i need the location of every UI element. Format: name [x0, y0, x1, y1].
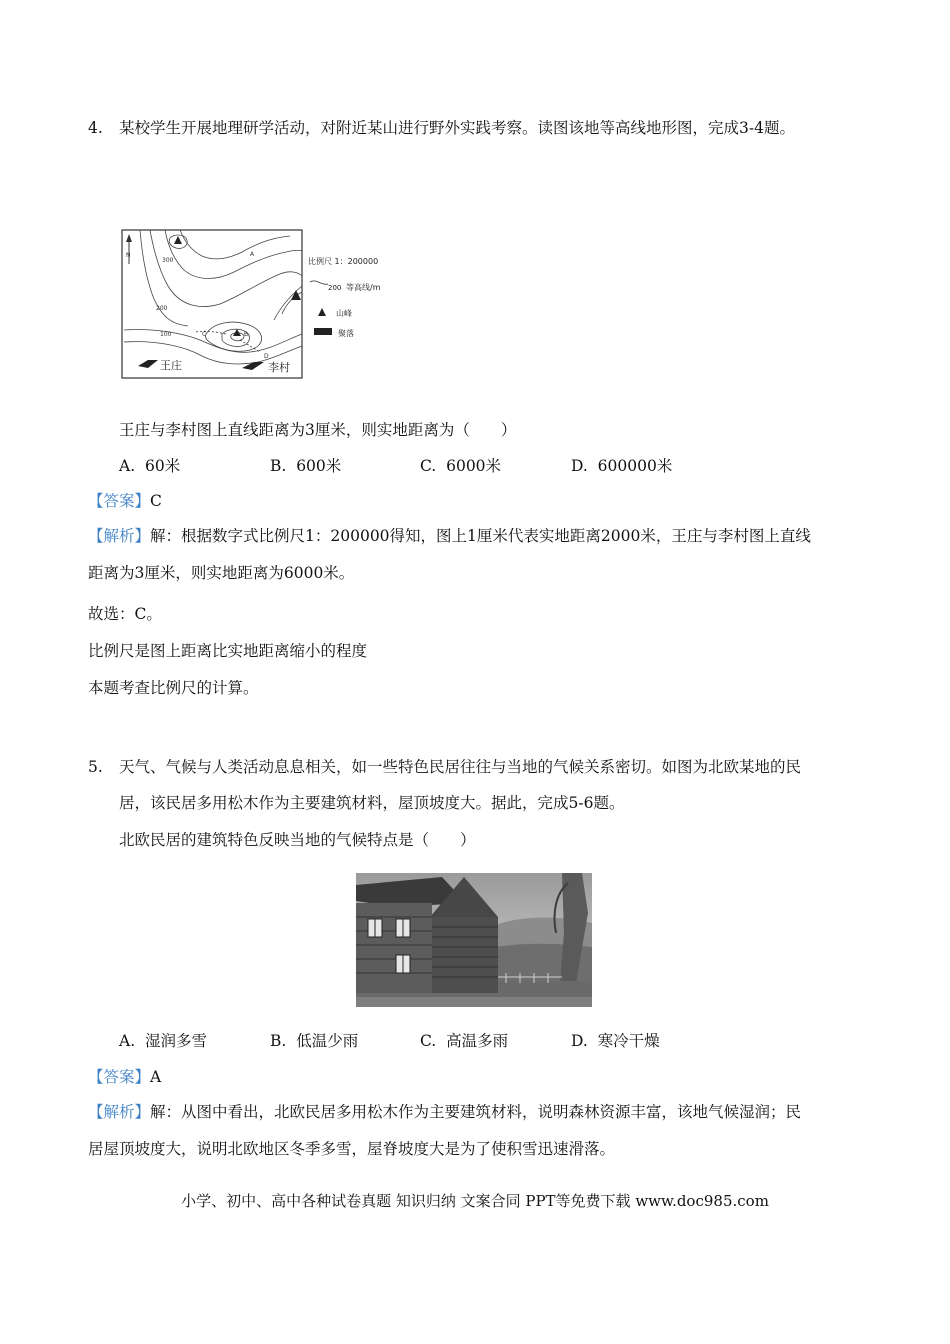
- analysis-5-line2: 居屋顶坡度大，说明北欧地区冬季多雪，屋脊坡度大是为了使积雪迅速滑落。: [88, 1140, 616, 1158]
- analysis-5-line1: 【解析】解：从图中看出，北欧民居多用松木作为主要建筑材料，说明森林资源丰富，该地气候湿润；民: [88, 1103, 802, 1121]
- option-c[interactable]: C. 6000米: [420, 457, 502, 475]
- north-label: N: [126, 252, 131, 259]
- option-d[interactable]: D. 寒冷干燥: [571, 1032, 660, 1050]
- question-4-number: 4.: [88, 119, 103, 137]
- answer-value: C: [150, 492, 162, 510]
- answer-tag: 【答案】: [88, 1068, 151, 1086]
- licun-label: 李村: [268, 361, 290, 374]
- contour-map: [110, 224, 400, 384]
- answer-4: [88, 490, 162, 512]
- legend-contour-text: 等高线/m: [346, 283, 381, 292]
- analysis-tag: 【解析】: [88, 1103, 151, 1121]
- answer-5: [88, 1066, 161, 1088]
- analysis-4-line5: 本题考查比例尺的计算。: [88, 679, 259, 697]
- answer-tag: 【答案】: [88, 492, 151, 510]
- answer-value: A: [150, 1068, 162, 1086]
- contour-label-100: 100: [160, 331, 172, 338]
- peak-icon: [174, 236, 182, 244]
- contour-label-200: 200: [156, 305, 168, 312]
- question-5-number: 5.: [88, 758, 103, 776]
- analysis-tag: 【解析】: [88, 527, 151, 545]
- wangzhuang-label: 王庄: [160, 359, 182, 372]
- legend-contour-value: 200: [328, 284, 342, 292]
- contour-label-300: 300: [162, 257, 174, 264]
- analysis-4-line2: 距离为3厘米，则实地距离为6000米。: [88, 564, 355, 582]
- legend-contour-icon: [310, 281, 328, 284]
- peak-icon: [233, 329, 241, 336]
- option-b[interactable]: B. 低温少雨: [270, 1032, 359, 1050]
- legend-peak-text: 山峰: [336, 309, 352, 318]
- question-4-prompt: 王庄与李村图上直线距离为3厘米，则实地距离为（ ）: [119, 421, 517, 439]
- analysis-4-line3: 故选：C。: [88, 605, 162, 623]
- option-a[interactable]: A. 60米: [119, 457, 181, 475]
- question-5-prompt: 北欧民居的建筑特色反映当地的气候特点是（ ）: [119, 831, 476, 849]
- question-5-stem-line2: 居，该民居多用松木作为主要建筑材料，屋顶坡度大。据此，完成5-6题。: [119, 794, 625, 812]
- legend-settlement-icon: [314, 328, 332, 335]
- analysis-4-line1: 【解析】解：根据数字式比例尺1：200000得知，图上1厘米代表实地距离2000米，王庄与李村图上直线: [88, 527, 811, 545]
- point-b-label: B: [244, 331, 249, 338]
- point-c-label: C: [202, 331, 207, 338]
- settlement-licun: [242, 360, 290, 374]
- option-a[interactable]: A. 湿润多雪: [119, 1032, 207, 1050]
- option-c[interactable]: C. 高温多雨: [420, 1032, 509, 1050]
- question-5-stem-line1: 天气、气候与人类活动息息相关，如一些特色民居往往与当地的气候关系密切。如图为北欧某地的民: [119, 758, 802, 776]
- settlement-wangzhuang: [138, 358, 182, 372]
- legend-settlement-text: 聚落: [338, 329, 354, 338]
- option-d[interactable]: D. 600000米: [571, 457, 673, 475]
- legend-scale: 比例尺 1：200000: [308, 257, 379, 266]
- analysis-4-line4: 比例尺是图上距离比实地距离缩小的程度: [88, 642, 368, 660]
- option-b[interactable]: B. 600米: [270, 457, 342, 475]
- legend-peak-icon: [318, 308, 326, 316]
- page-footer: 小学、初中、高中各种试卷真题 知识归纳 文案合同 PPT等免费下载 www.doc985.com: [181, 1192, 769, 1210]
- question-4-stem: 某校学生开展地理研学活动，对附近某山进行野外实践考察。读图该地等高线地形图，完成3-4题。: [119, 119, 795, 137]
- north-arrow-icon: [126, 234, 132, 264]
- point-d-label: D: [264, 353, 269, 360]
- nordic-house-photo: [356, 873, 592, 1007]
- point-a-label: A: [250, 251, 255, 258]
